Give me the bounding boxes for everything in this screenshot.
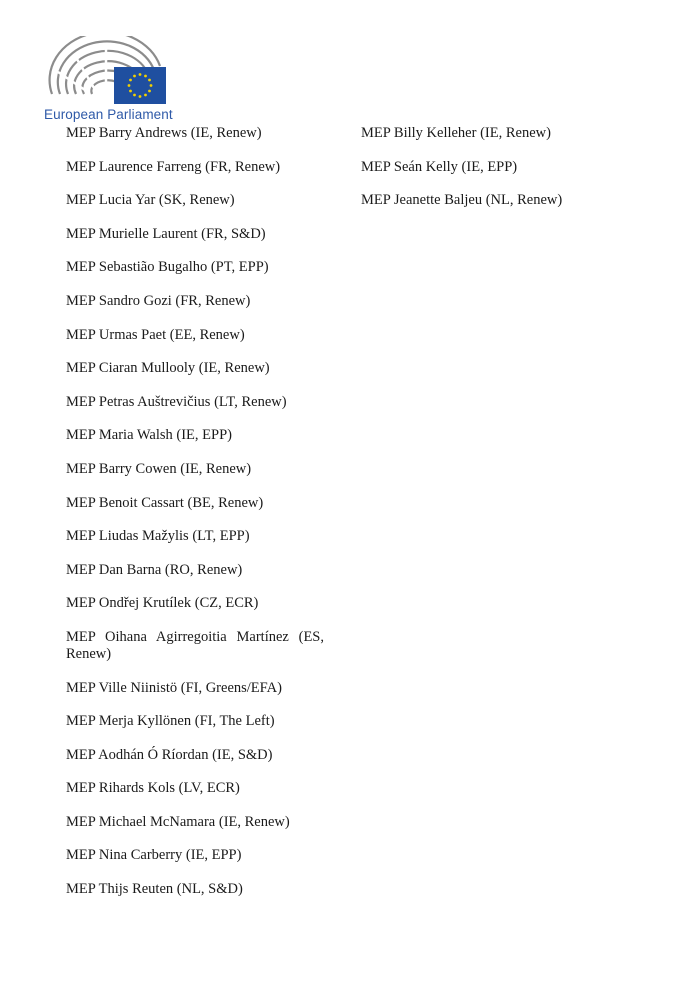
signatory: MEP Aodhán Ó Ríordan (IE, S&D) [66, 746, 273, 763]
signatory: MEP Dan Barna (RO, Renew) [66, 561, 243, 578]
signatory: MEP Laurence Farreng (FR, Renew) [66, 158, 281, 175]
signatory: MEP Maria Walsh (IE, EPP) [66, 427, 232, 444]
signatory: MEP Liudas Mažylis (LT, EPP) [66, 528, 250, 545]
signatory: MEP Rihards Kols (LV, ECR) [66, 780, 240, 797]
signatories-right-column [361, 125, 661, 226]
signatory: MEP Oihana Agirregoitia Martínez (ES, Renew) [66, 628, 324, 662]
parliament-hemicycle-icon [44, 36, 174, 108]
signatory: MEP Barry Andrews (IE, Renew) [66, 125, 262, 141]
signatory: MEP Ondřej Krutílek (CZ, ECR) [66, 595, 259, 612]
signatories-left-column [66, 125, 324, 898]
eu-flag [114, 67, 166, 104]
signatory: MEP Lucia Yar (SK, Renew) [66, 192, 235, 209]
signatory: MEP Petras Auštrevičius (LT, Renew) [66, 393, 287, 410]
signatory: MEP Nina Carberry (IE, EPP) [66, 847, 242, 864]
signatory: MEP Merja Kyllönen (FI, The Left) [66, 713, 275, 730]
signatory: MEP Murielle Laurent (FR, S&D) [66, 225, 266, 242]
signatory: MEP Ciaran Mullooly (IE, Renew) [66, 360, 270, 377]
signatory: MEP Seán Kelly (IE, EPP) [361, 158, 518, 175]
signatory: MEP Michael McNamara (IE, Renew) [66, 813, 290, 830]
european-parliament-logo [44, 36, 174, 126]
signatory: MEP Thijs Reuten (NL, S&D) [66, 881, 243, 898]
signatory: MEP Barry Cowen (IE, Renew) [66, 460, 252, 477]
signatory: MEP Sebastião Bugalho (PT, EPP) [66, 259, 269, 276]
logo-wordmark: European Parliament [44, 107, 173, 122]
signatory: MEP Benoit Cassart (BE, Renew) [66, 494, 264, 511]
signatory: MEP Ville Niinistö (FI, Greens/EFA) [66, 679, 282, 696]
signatory: MEP Urmas Paet (EE, Renew) [66, 326, 245, 343]
signatory: MEP Sandro Gozi (FR, Renew) [66, 292, 251, 309]
signatory: MEP Billy Kelleher (IE, Renew) [361, 125, 551, 141]
signatory: MEP Jeanette Baljeu (NL, Renew) [361, 192, 563, 209]
